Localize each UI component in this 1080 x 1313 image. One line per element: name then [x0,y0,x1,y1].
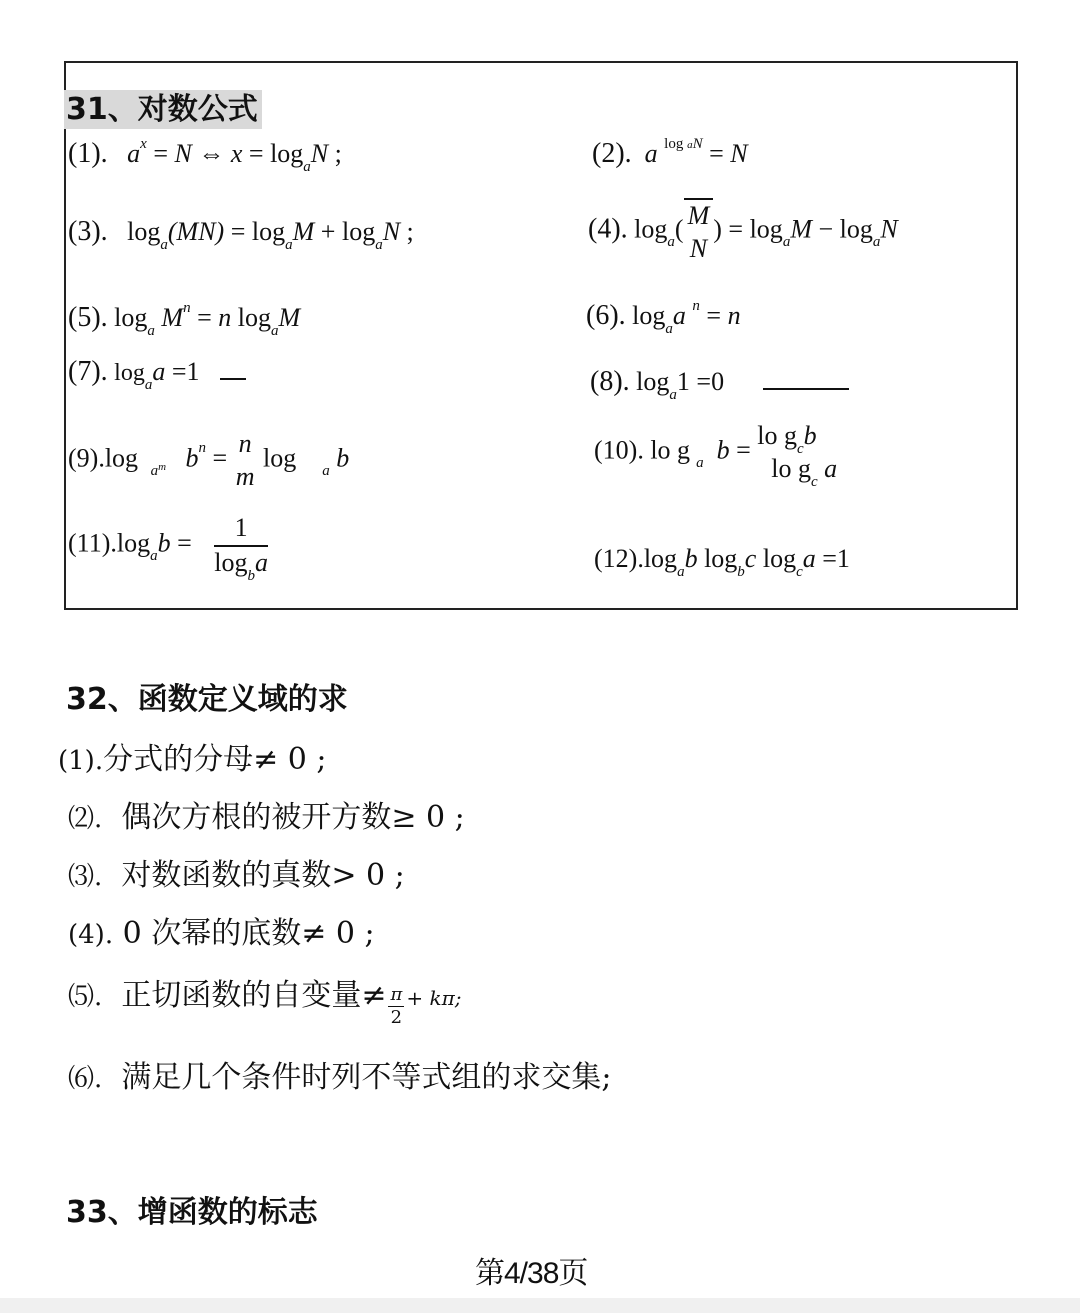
section-32-title: 32、函数定义域的求 [66,682,348,717]
formula-4: (4). $\log_a$( M N ) = $\log_aM - \log_aN$ [588,198,898,265]
formula-9: (9).log $_{a^m}$ $b^n$ = n m log $_a$ b [68,429,350,491]
blank-line [763,388,849,390]
bottom-bar [0,1298,1080,1313]
section-33-title: 33、增函数的标志 [66,1195,318,1230]
formula-3: (3). $\log_a(MN) = \log_aM + \log_aN$ ; [68,216,414,253]
domain-item-2: ⑵. 偶次方根的被开方数≥ 0 ; [68,800,465,835]
domain-item-3: ⑶. 对数函数的真数> 0 ; [68,858,405,893]
page-number: 第4/38页 [475,1257,588,1290]
formula-8: (8). $\log_a1 =0$ [590,366,849,398]
domain-item-6: ⑹. 满足几个条件时列不等式组的求交集; [68,1060,612,1095]
formula-11: $(11).\log_ab$ = $\frac{1}{\log_ba}$ [68,513,268,584]
formula-6: (6). $\log_aa$ $^n$ = n [586,298,741,337]
formula-1: (1). $a^x = N$ ⇔ $x = \log_aN$ ; [68,136,342,175]
formula-2: (2). a $^{log aN}$ = N [592,136,748,169]
blank-line [220,378,246,380]
formula-12: $(12).\log_ab$ $\log_bc$ $\log_ca =1$ [594,544,850,580]
formula-5: (5). $\log_a M^n = n$ $\log_aM$ [68,300,301,339]
formula-7: (7). $\log_aa =1$ [68,356,246,388]
domain-item-5: ⑸. 正切函数的自变量≠ $\frac{\pi}{2}$ + kπ; [68,978,462,1028]
domain-item-1: (1).分式的分母≠ 0 ; [58,742,327,777]
domain-item-4: (4). 0 次幂的底数≠ 0 ; [68,916,375,951]
formula-10: (10). lo g $_a$ b = lo $g_cb$ lo $g_c$ a [594,421,838,490]
section-31-title: 31、对数公式 [64,84,262,128]
